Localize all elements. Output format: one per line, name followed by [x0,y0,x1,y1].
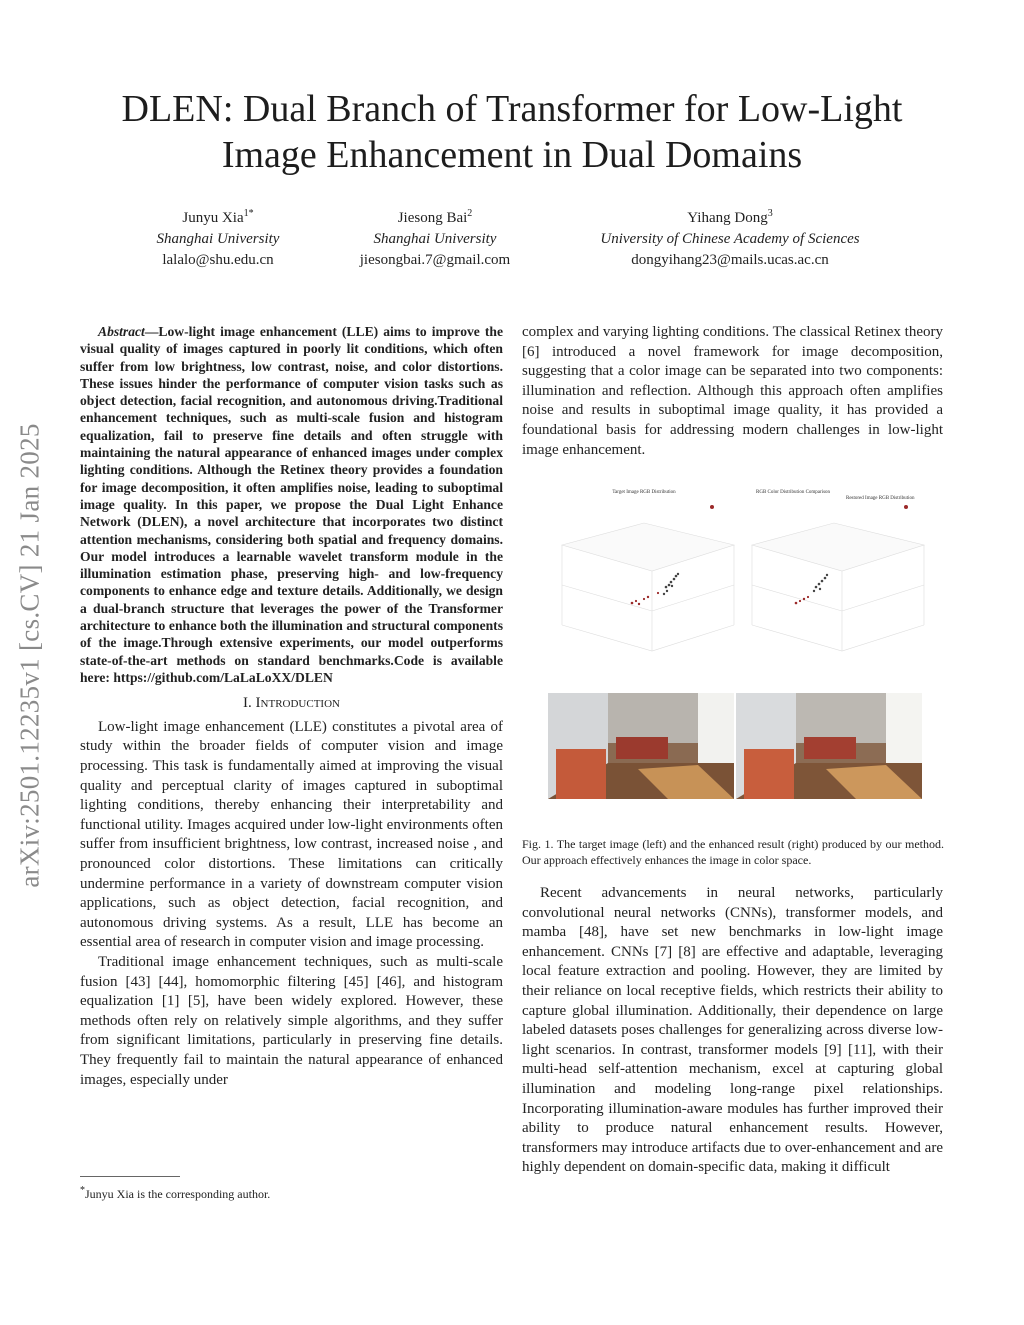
caption-text: The target image (left) and the enhanced result (right) produced by our method. Our approach effectively enhances the image in color space. [522,837,944,867]
author-email: dongyihang23@mails.ucas.ac.cn [631,252,829,268]
section-number: I. [243,695,252,712]
arxiv-stamp [2,365,58,945]
caption-label: Fig. 1. [522,837,554,851]
title-line-2: Image Enhancement in Dual Domains [221,134,803,176]
author-name: Junyu Xia [182,210,244,226]
right-column-bottom [522,884,943,1178]
plot-title-left: Target Image RGB Distribution [612,490,676,495]
left-column [80,323,503,1090]
author-sup: 1* [243,208,254,219]
author-sup: 2 [467,208,473,219]
author-sup: 3 [767,208,773,219]
footnote [80,1185,500,1202]
figure-1 [548,485,942,815]
intro-paragraph-1: Low-light image enhancement (LLE) constitutes a pivotal area of study within the broader fields of computer vision and image processing. This task is fundamentally aimed at improving the visual quality and perceptual clarity of images captured in suboptimal lighting conditions, thereby enhancing their interpretability and functional utility. Images acquired under low-light environments often suffer from insufficient brightness, low contrast, increased noise , and pronounced color distortions. These limitations can critically undermine performance in a variety of downstream computer vision applications, such as object detection, facial recognition, and autonomous driving systems. As a result, LLE has become an essential area of research in computer vision and image processing. [80,718,503,951]
author-affiliation: University of Chinese Academy of Sciences [600,231,860,247]
intro-paragraph-2: Traditional image enhancement techniques, such as multi-scale fusion [43] [44], homomorphic filtering [45] [46], and histogram equalization [1] [5], have been widely explored. However, these methods often rely on relatively simple algorithms, and they suffer from significant limitations, particularly in preserving fine details. They frequently fail to maintain the natural appearance of enhanced images, especially under [80,953,503,1088]
author-name: Yihang Dong [687,210,768,226]
abstract [80,323,503,686]
arxiv-id: arXiv:2501.12235v1 [cs.CV] 21 Jan 2025 [14,422,45,888]
author-affiliation: Shanghai University [156,231,280,247]
plot-title-center: RGB Color Distribution Comparison [756,490,831,495]
abstract-text: —Low-light image enhancement (LLE) aims to improve the visual quality of images captured in poorly lit conditions, which often suffer from low brightness, low contrast, noise, and color distortions. These issues hinder the performance of computer vision tasks such as object detection, facial recognition, and autonomous driving.Traditional enhancement techniques, such as multi-scale fusion and histogram equalization, fail to preserve fine details and often struggle with maintaining the natural appearance of enhanced images under complex lighting conditions. Although the Retinex theory provides a foundation for image decomposition, it often amplifies noise, leading to suboptimal image quality. In this paper, we propose the Dual Light Enhance Network (DLEN), a novel architecture that incorporates two distinct attention mechanisms, considering both spatial and frequency domains. Our model introduces a learnable wavelet transform module in the illumination estimation phase, preserving high- and low-frequency components to enhance edge and texture details. Additionally, we design a dual-branch structure that leverages the power of the Transformer architecture to enhance both the illumination and structural components of the image.Through extensive experiments, our model outperforms state-of-the-art methods on standard benchmarks.Code is available here: https://github.com/LaLaLoXX/DLEN [80,324,503,685]
footnote-rule [80,1176,180,1177]
figure-caption [522,836,944,868]
rgb-scatter-plot-restored [746,485,938,665]
author-email: jiesongbai.7@gmail.com [359,252,511,268]
author-name: Jiesong Bai [397,210,468,226]
author-email: lalalo@shu.edu.cn [162,252,274,268]
abstract-label: Abstract [98,324,145,339]
section-title: Introduction [255,695,340,712]
author-block-3 [562,203,898,271]
footnote-text: Junyu Xia is the corresponding author. [85,1187,271,1201]
author-affiliation: Shanghai University [373,231,497,247]
rgb-scatter-plot-target [548,485,740,665]
enhanced-room-photo [736,693,922,799]
right-paragraph-2: Recent advancements in neural networks, particularly convolutional neural networks (CNNs), transformer models, and mamba [48], have set new benchmarks in low-light image enhancement. CNNs [7] [8] are effective and adaptable, leveraging local feature extraction and pooling. However, they are limited by their reliance on local receptive fields, which restricts their ability to capture global illumination. Additionally, their dependence on large labeled datasets poses challenges for generalizing across diverse low-light scenarios. In contrast, transformer models [9] [11], with their multi-head self-attention mechanism, excel at capturing global illumination and modeling long-range pixel relationships. Incorporating illumination-aware modules has further improved their ability to produce natural enhancement results. However, transformers may introduce artifacts due to over-enhancement and are highly dependent on domain-specific data, making it difficult [522,885,943,1176]
right-paragraph-1: complex and varying lighting conditions. The classical Retinex theory [6] introduced a novel framework for image decomposition, suggesting that a color image can be separated into two components: illumination and reflection. Although this approach often amplifies noise and results in suboptimal image quality, it has provided a foundational basis for addressing modern challenges in low-light image enhancement. [522,324,943,458]
title-line-1: DLEN: Dual Branch of Transformer for Low-Light [121,88,903,130]
right-column-top [522,323,943,460]
paper-title [60,86,964,178]
author-block-1 [118,203,318,271]
plot-title-right: Restored Image RGB Distribution [846,496,915,501]
author-block-2 [335,203,535,271]
section-heading [80,694,503,714]
footnote-mark: * [80,1185,85,1196]
target-room-photo [548,693,734,799]
